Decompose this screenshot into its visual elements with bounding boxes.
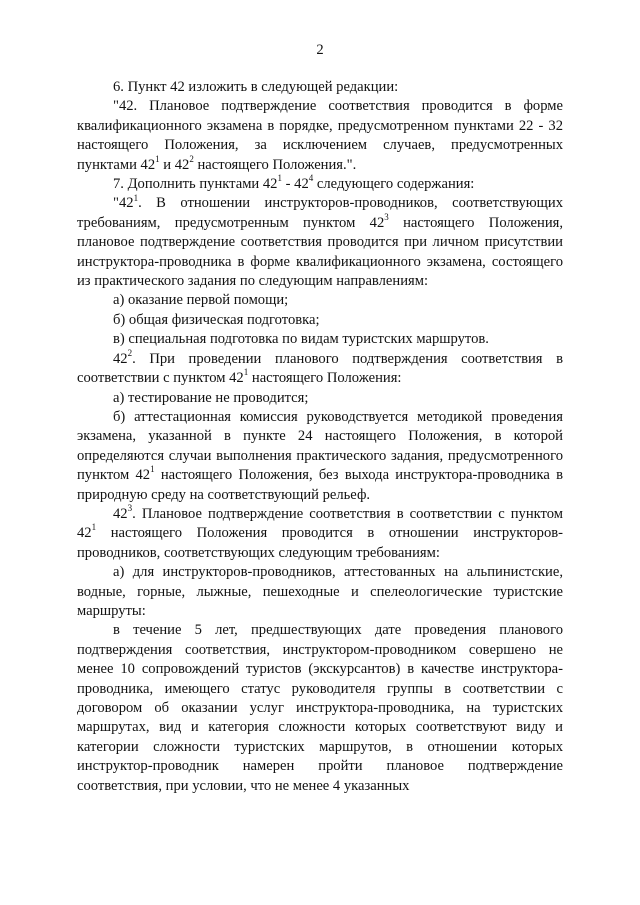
text-run: - 42 [281, 176, 309, 193]
text-run: а) для инструкторов-проводников, аттестованных на альпинистские, водные, горные, лыжные, пешеходные и спелеологические туристские маршруты: [77, 564, 563, 619]
document-body [77, 78, 563, 796]
paragraph [77, 311, 563, 330]
text-run: . При проведении планового подтверждения соответствия в соответствии с пунктом 42 [77, 350, 563, 387]
page-number: 2 [316, 42, 324, 58]
text-run: 42 [113, 505, 128, 522]
text-run: б) аттестационная комиссия руководствуется методикой проведения экзамена, указанной в пункте 24 настоящего Положения, в которой определяются случаи выполнения практического задания, предусмотренного пунктом 42 [77, 408, 563, 484]
text-run: "42 [113, 195, 134, 212]
text-run: в) специальная подготовка по видам туристских маршрутов. [113, 331, 489, 348]
paragraph [77, 97, 563, 175]
superscript: 2 [189, 153, 194, 164]
paragraph [77, 389, 563, 408]
superscript: 1 [91, 522, 97, 533]
text-run: настоящего Положения, плановое подтверждение соответствия проводится при личном присутствии инструктора-проводника в форме квалификационного экзамена, состоящего из практического задания по следующим направлениям: [77, 214, 563, 290]
text-run: . Плановое подтверждение соответствия в соответствии с пунктом 42 [77, 505, 563, 542]
text-run: а) оказание первой помощи; [113, 292, 289, 309]
superscript: 1 [150, 464, 155, 475]
paragraph [77, 175, 563, 194]
text-run: б) общая физическая подготовка; [113, 311, 320, 328]
text-run: в течение 5 лет, предшествующих дате проведения планового подтверждения соответствия, инструктором-проводником совершено не менее 10 сопровождений туристов (экскурсантов) в качестве инструктора-проводника, имеющего статус руководителя группы в соответствии с договором об оказании услуг инструктора-проводника, на туристских маршрутах, вид и категория сложности которых соответствуют виду и категории сложности туристских маршрутов, в отношении которых инструктор-проводник намерен пройти плановое подтверждение соответствия, при условии, что не менее 4 указанных [77, 622, 563, 794]
text-run: 42 [113, 350, 128, 367]
superscript: 1 [243, 367, 249, 378]
paragraph [77, 78, 563, 97]
superscript: 1 [155, 153, 160, 164]
superscript: 3 [127, 503, 133, 514]
paragraph [77, 621, 563, 796]
text-run: настоящего Положения, без выхода инструктора-проводника в природную среду на соответствующий рельеф. [77, 467, 563, 503]
superscript: 1 [277, 173, 282, 184]
superscript: 3 [384, 211, 389, 222]
text-run: "42. Плановое подтверждение соответствия проводится в форме квалификационного экзамена в порядке, предусмотренном пунктами 22 - 32 настоящего Положения, за исключением случаев, предусмотренных пунктами 42 [77, 98, 563, 173]
paragraph [77, 330, 563, 349]
text-run: настоящего Положения.". [193, 156, 357, 173]
paragraph [77, 505, 563, 563]
text-run: настоящего Положения: [248, 370, 402, 387]
paragraph [77, 347, 563, 389]
paragraph [77, 563, 563, 621]
superscript: 4 [308, 173, 314, 184]
text-run: 6. Пункт 42 изложить в следующей редакции: [113, 79, 399, 95]
paragraph [77, 194, 563, 291]
superscript: 2 [127, 347, 133, 358]
paragraph [77, 291, 563, 310]
text-run: 7. Дополнить пунктами 42 [113, 176, 278, 193]
text-run: следующего содержания: [313, 176, 475, 193]
text-run: а) тестирование не проводится; [113, 389, 309, 406]
paragraph [77, 408, 563, 505]
superscript: 1 [133, 192, 139, 203]
text-run: . В отношении инструкторов-проводников, соответствующих требованиям, предусмотренным пунктом 42 [77, 195, 563, 231]
text-run: и 42 [159, 156, 190, 173]
text-run: настоящего Положения проводится в отношении инструкторов-проводников, соответствующих следующим требованиям: [77, 525, 563, 561]
